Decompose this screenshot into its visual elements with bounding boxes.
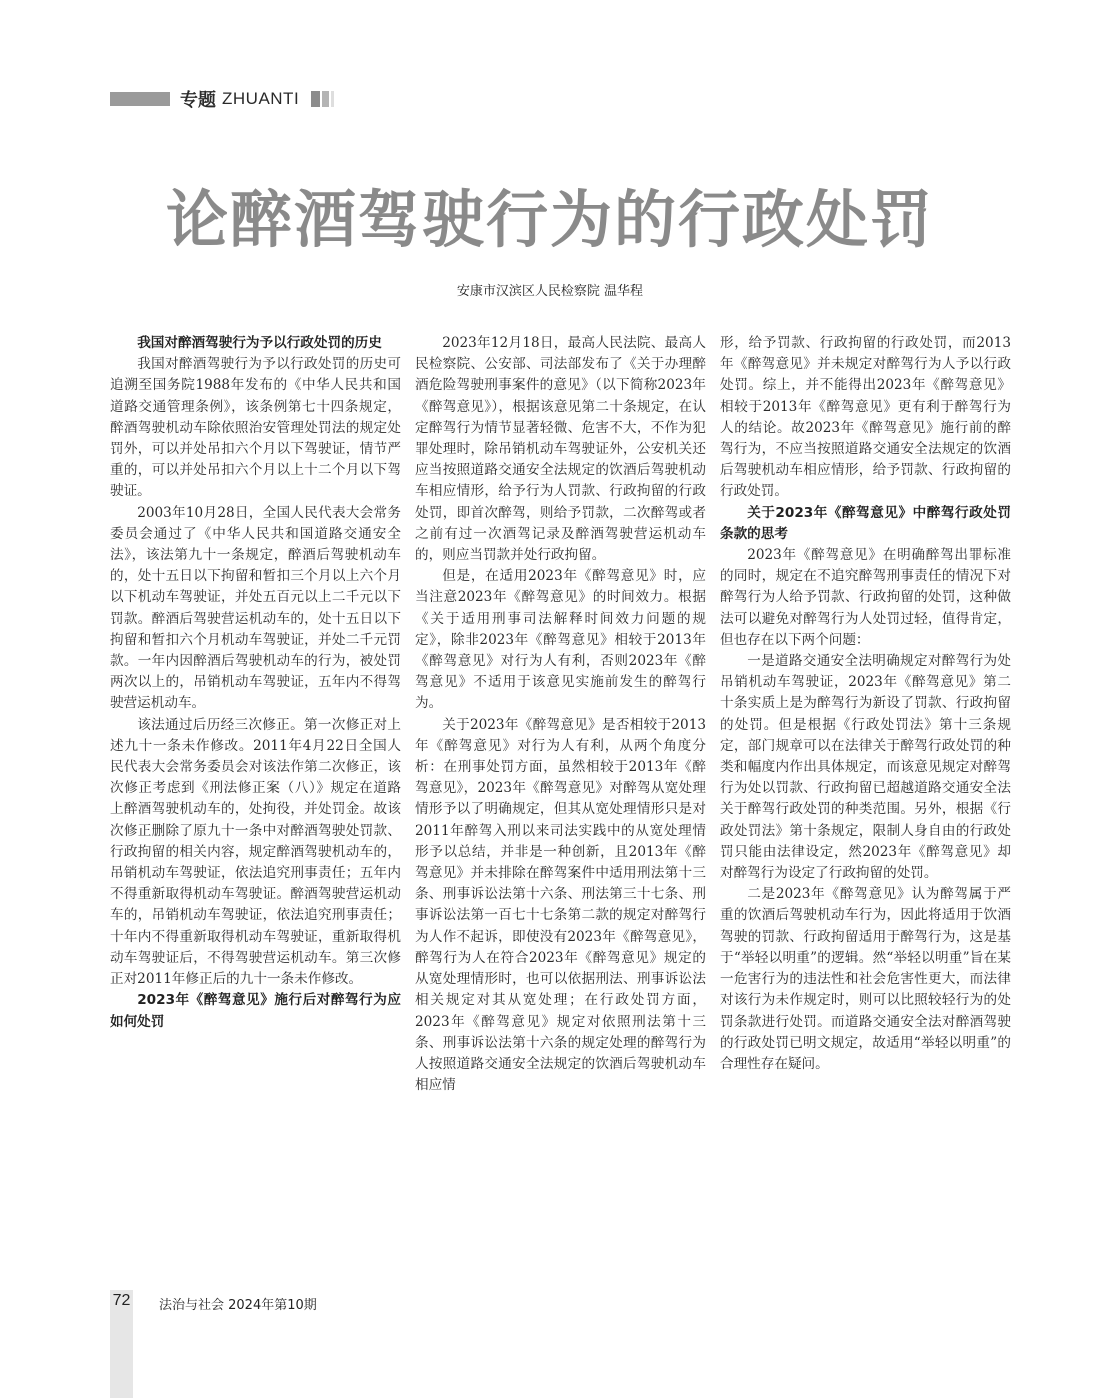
- article-title: 论醉酒驾驶行为的行政处罚: [165, 183, 934, 256]
- section-heading: 2023年《醉驾意见》施行后对醉驾行为应如何处罚: [110, 992, 401, 1030]
- column-2: [415, 333, 706, 1096]
- block-mid: [322, 91, 329, 107]
- page-number: 72: [112, 1292, 131, 1309]
- block-light: [331, 91, 334, 107]
- block-dark: [311, 91, 320, 107]
- paragraph-continued: 形，给予罚款、行政拘留的行政处罚，而2013年《醉驾意见》并未规定对醉驾行为人予以行政处罚。综上，并不能得出2023年《醉驾意见》相较于2013年《醉驾意见》更有利于醉驾行为人的结论。故2023年《醉驾意见》施行前的醉驾行为，不应当按照道路交通安全法规定的饮酒后驾驶机动车相应情形，给予罚款、行政拘留的行政处罚。: [720, 335, 1011, 500]
- paragraph: 二是2023年《醉驾意见》认为醉驾属于严重的饮酒后驾驶机动车行为，因此将适用于饮酒驾驶的罚款、行政拘留适用于醉驾行为，这是基于“举轻以明重”的逻辑。然“举轻以明重”旨在某一危害行为的违法性和社会危害性更大，而法律对该行为未作规定时，则可以比照较轻行为的处罚条款进行处罚。而道路交通安全法对醉酒驾驶的行政处罚已明文规定，故适用“举轻以明重”的合理性存在疑问。: [720, 886, 1011, 1072]
- author-line: 安康市汉滨区人民检察院 温华程: [456, 284, 644, 299]
- paragraph: 该法通过后历经三次修正。第一次修正对上述九十一条未作修改。2011年4月22日全国人民代表大会常务委员会对该法作第二次修正，该次修正考虑到《刑法修正案（八）》规定在道路上醉酒驾驶机动车的，处拘役，并处罚金。故该次修正删除了原九十一条中对醉酒驾驶处罚款、行政拘留的相关内容，规定醉酒驾驶机动车的，吊销机动车驾驶证，依法追究刑事责任；五年内不得重新取得机动车驾驶证。醉酒驾驶营运机动车的，吊销机动车驾驶证，依法追究刑事责任；十年内不得重新取得机动车驾驶证，重新取得机动车驾驶证后，不得驾驶营运机动车。第三次修正对2011年修正后的九十一条未作修改。: [110, 716, 401, 988]
- section-heading: 我国对醉酒驾驶行为予以行政处罚的历史: [137, 335, 382, 351]
- paragraph: 2003年10月28日，全国人民代表大会常务委员会通过了《中华人民共和国道路交通安全法》，该法第九十一条规定，醉酒后驾驶机动车的，处十五日以下拘留和暂扣三个月以上六个月以下机动车驾驶证，并处五百元以上二千元以下罚款。醉酒后驾驶营运机动车的，处十五日以下拘留和暂扣六个月机动车驾驶证，并处二千元罚款。一年内因醉酒后驾驶机动车的行为，被处罚两次以上的，吊销机动车驾驶证，五年内不得驾驶营运机动车。: [110, 504, 401, 712]
- paragraph: 关于2023年《醉驾意见》是否相较于2013年《醉驾意见》对行为人有利，从两个角度分析：在刑事处罚方面，虽然相较于2013年《醉驾意见》，2023年《醉驾意见》对醉驾从宽处理情形予以了明确规定，但其从宽处理情形只是对2011年醉驾入刑以来司法实践中的从宽处理情形予以总结，并非是一种创新，且2013年《醉驾意见》并未排除在醉驾案件中适用刑法第十三条、刑事诉讼法第十六条、刑法第三十七条、刑事诉讼法第一百七十七条第二款的规定对醉驾行为人作不起诉，即使没有2023年《醉驾意见》，醉驾行为人在符合2023年《醉驾意见》规定的从宽处理情形时，也可以依据刑法、刑事诉讼法相关规定对其从宽处理；在行政处罚方面，2023年《醉驾意见》规定对依照刑法第十三条、刑事诉讼法第十六条的规定处理的醉驾行为人按照道路交通安全法规定的饮酒后驾驶机动车相应情: [415, 716, 706, 1094]
- section-bar-decoration: [110, 92, 170, 106]
- section-heading: 关于2023年《醉驾意见》中醉驾行政处罚条款的思考: [720, 504, 1011, 542]
- paragraph: 2023年《醉驾意见》在明确醉驾出罪标准的同时，规定在不追究醉驾刑事责任的情况下对醉驾行为人给予罚款、行政拘留的处罚，这种做法可以避免对醉驾行为人处罚过轻，值得肯定，但也存在以下两个问题：: [720, 547, 1011, 648]
- paragraph: 我国对醉酒驾驶行为予以行政处罚的历史可追溯至国务院1988年发布的《中华人民共和国道路交通管理条例》，该条例第七十四条规定，醉酒驾驶机动车除依照治安管理处罚法的规定处罚外，可以并处吊扣六个月以下驾驶证，情节严重的，可以并处吊扣六个月以上十二个月以下驾驶证。: [110, 356, 401, 500]
- column-1: [110, 333, 401, 1033]
- journal-issue: 法治与社会 2024年第10期: [159, 1298, 317, 1313]
- paragraph: 2023年12月18日，最高人民法院、最高人民检察院、公安部、司法部发布了《关于办理醉酒危险驾驶刑事案件的意见》（以下简称2023年《醉驾意见》），根据该意见第二十条规定，在认定醉驾行为情节显著轻微、危害不大，不作为犯罪处理时，除吊销机动车驾驶证外，公安机关还应当按照道路交通安全法规定的饮酒后驾驶机动车相应情形，给予行为人罚款、行政拘留的行政处罚，即首次醉驾，则给予罚款，二次醉驾或者之前有过一次酒驾记录及醉酒驾驶营运机动车的，则应当罚款并处行政拘留。: [415, 335, 706, 564]
- paragraph: 但是，在适用2023年《醉驾意见》时，应当注意2023年《醉驾意见》的时间效力。根据《关于适用刑事司法解释时间效力问题的规定》，除非2023年《醉驾意见》相较于2013年《醉驾意见》对行为人有利，否则2023年《醉驾意见》不适用于该意见实施前发生的醉驾行为。: [415, 568, 706, 712]
- section-blocks-decoration: [311, 91, 336, 107]
- column-3: [720, 333, 1011, 1075]
- paragraph: 一是道路交通安全法明确规定对醉驾行为处吊销机动车驾驶证，2023年《醉驾意见》第二十条实质上是为醉驾行为新设了罚款、行政拘留的处罚。但是根据《行政处罚法》第十三条规定，部门规章可以在法律关于醉驾行政处罚的种类和幅度内作出具体规定，而该意见规定对醉驾行为处以罚款、行政拘留已超越道路交通安全法关于醉驾行政处罚的种类范围。另外，根据《行政处罚法》第十条规定，限制人身自由的行政处罚只能由法律设定，然2023年《醉驾意见》却对醉驾行为设定了行政拘留的处罚。: [720, 653, 1011, 882]
- section-header: [110, 88, 336, 110]
- section-label-zh: 专题: [180, 90, 216, 111]
- section-label-en: ZHUANTI: [222, 89, 300, 108]
